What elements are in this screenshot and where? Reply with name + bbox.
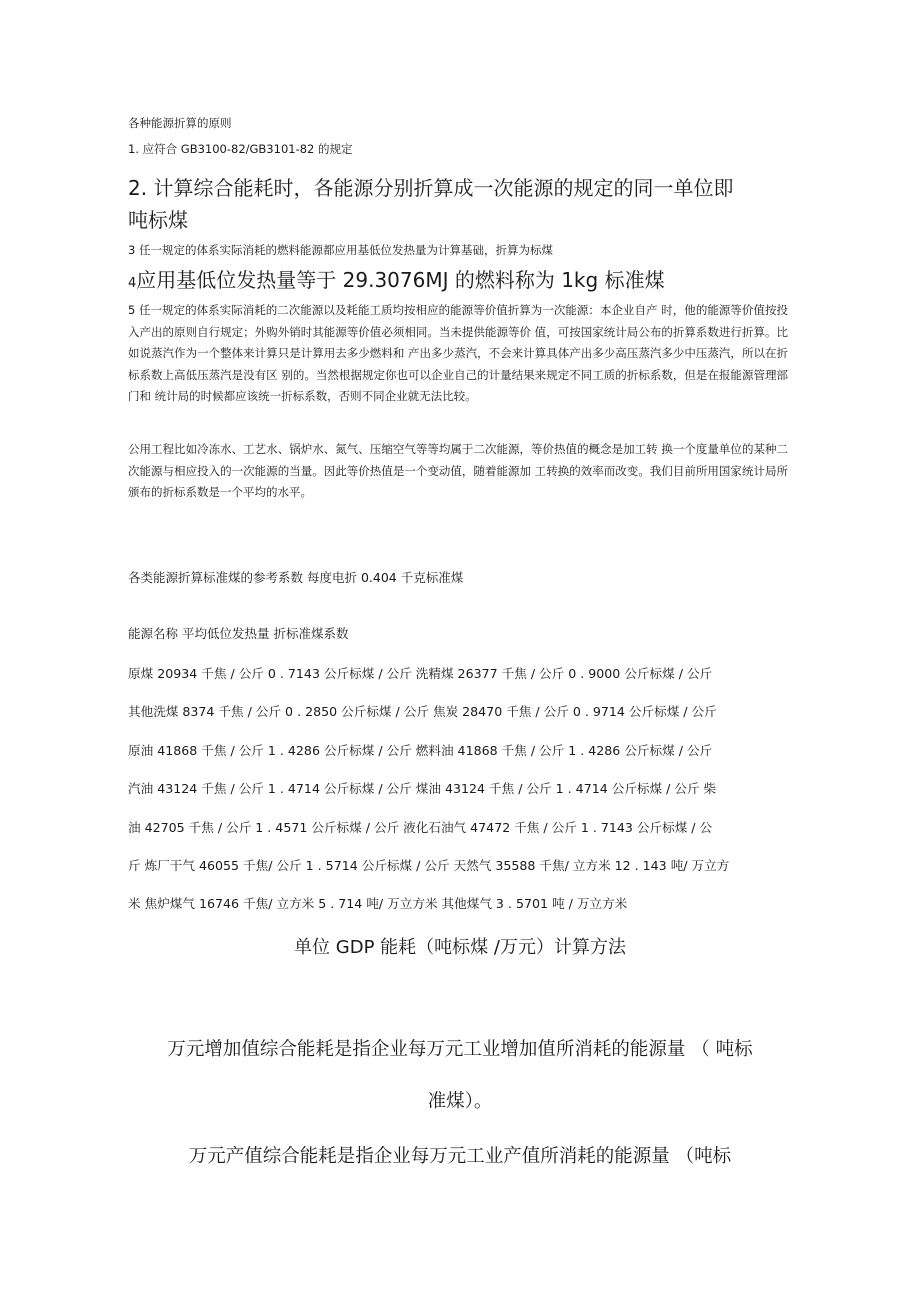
coefficient-row: 斤 炼厂干气 46055 千焦/ 公斤 1 . 5714 公斤标煤 / 公斤 天然气 35588 千焦/ 立方米 12 . 143 吨/ 万立方 bbox=[128, 858, 730, 873]
rule-2-line-2: 吨标煤 bbox=[128, 208, 188, 232]
coefficient-row: 汽油 43124 千焦 / 公斤 1 . 4714 公斤标煤 / 公斤 煤油 43124 千焦 / 公斤 1 . 4714 公斤标煤 / 公斤 柴 bbox=[128, 781, 717, 796]
rule-5-paragraph: 5 任一规定的体系实际消耗的二次能源以及耗能工质均按相应的能源等价值折算为一次能源：本企业自产 时，他的能源等价值按投入产出的原则自行规定；外购外销时其能源等价值必须相同。当未提供能源等价 值，可按国家统计局公布的折算系数进行折算。比如说蒸汽作为一个整体来计算只是计算用去多少燃料和 产出多少蒸汽，不会来计算具体产出多少高压蒸汽多少中压蒸汽，所以在折标系数上高低压蒸汽是没有区 别的。当然根据规定你也可以企业自己的计量结果来规定不同工质的折标系数，但是在报能源管理部门和 统计局的时候都应该统一折标系数，否则不同企业就无法比较。 bbox=[128, 303, 788, 403]
rule-3: 3 任一规定的体系实际消耗的燃料能源都应用基低位发热量为计算基础，折算为标煤 bbox=[128, 243, 553, 257]
output-value-energy-line: 万元产值综合能耗是指企业每万元工业产值所消耗的能源量 （吨标 bbox=[188, 1146, 732, 1167]
coefficient-row: 米 焦炉煤气 16746 千焦/ 立方米 5 . 714 吨/ 万立方米 其他煤气 3 . 5701 吨 / 万立方米 bbox=[128, 896, 628, 911]
rule-4-number: 4 bbox=[128, 276, 137, 291]
rule-2-line-1: 2. 计算综合能耗时，各能源分别折算成一次能源的规定的同一单位即 bbox=[128, 176, 734, 200]
value-added-energy-line-1: 万元增加值综合能耗是指企业每万元工业增加值所消耗的能源量 （ 吨标 bbox=[167, 1039, 753, 1060]
coefficient-row: 原油 41868 千焦 / 公斤 1 . 4286 公斤标煤 / 公斤 燃料油 41868 千焦 / 公斤 1 . 4286 公斤标煤 / 公斤 bbox=[128, 743, 713, 758]
coefficient-row: 油 42705 千焦 / 公斤 1 . 4571 公斤标煤 / 公斤 液化石油气 47472 千焦 / 公斤 1 . 7143 公斤标煤 / 公 bbox=[128, 820, 713, 835]
coefficient-row: 原煤 20934 千焦 / 公斤 0 . 7143 公斤标煤 / 公斤 洗精煤 26377 千焦 / 公斤 0 . 9000 公斤标煤 / 公斤 bbox=[128, 666, 713, 681]
table-header: 能源名称 平均低位发热量 折标准煤系数 bbox=[128, 626, 349, 641]
rule-4 bbox=[128, 265, 788, 299]
doc-title: 各种能源折算的原则 bbox=[128, 116, 232, 130]
coefficient-row: 其他洗煤 8374 千焦 / 公斤 0 . 2850 公斤标煤 / 公斤 焦炭 28470 千焦 / 公斤 0 . 9714 公斤标煤 / 公斤 bbox=[128, 704, 717, 719]
rule-4-text: 应用基低位发热量等于 29.3076MJ 的燃料称为 1kg 标准煤 bbox=[136, 268, 665, 292]
reference-coefficient-line: 各类能源折算标准煤的参考系数 每度电折 0.404 千克标准煤 bbox=[128, 570, 464, 585]
rule-1: 1. 应符合 GB3100-82/GB3101-82 的规定 bbox=[128, 142, 353, 156]
section-heading: 单位 GDP 能耗（吨标煤 /万元）计算方法 bbox=[294, 937, 626, 958]
value-added-energy-line-2: 准煤）。 bbox=[427, 1091, 493, 1112]
utilities-paragraph: 公用工程比如冷冻水、工艺水、锅炉水、氮气、压缩空气等等均属于二次能源，等价热值的概念是加工转 换一个度量单位的某种二次能源与相应投入的一次能源的当量。因此等价热值是一个变动值，随着能源加 工转换的效率而改变。我们目前所用国家统计局所颁布的折标系数是一个平均的水平。 bbox=[128, 442, 788, 499]
